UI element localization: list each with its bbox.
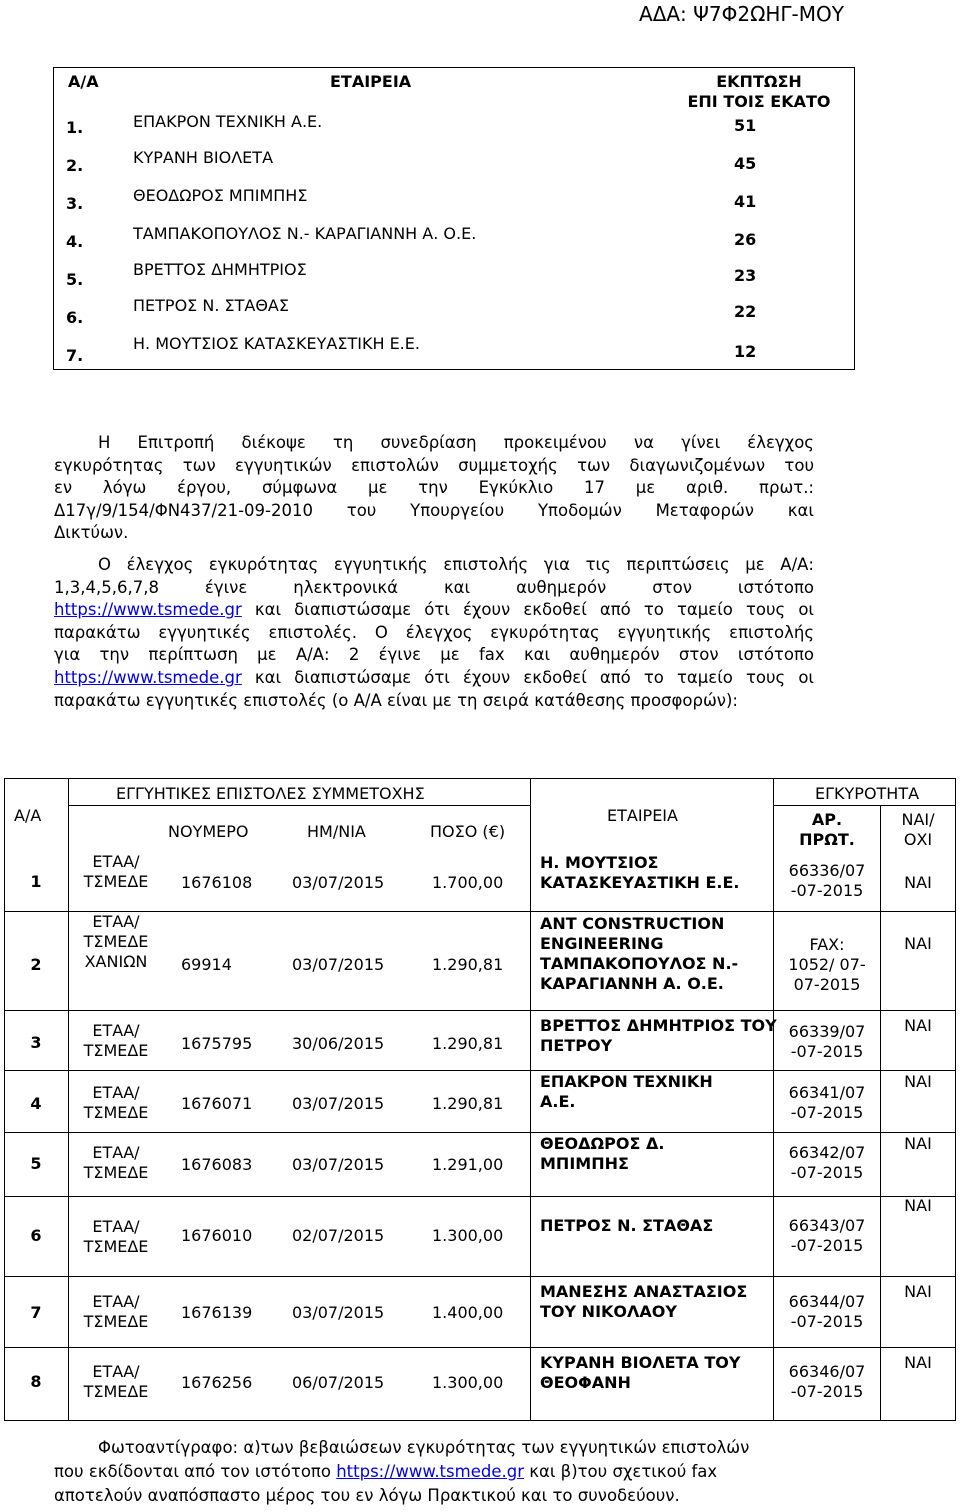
table-rule (4, 1347, 955, 1348)
row-amount: 1.700,00 (432, 873, 504, 892)
col-header-validity: ΕΓΚΥΡΟΤΗΤΑ (815, 784, 920, 803)
row-number: 3. (66, 194, 84, 213)
row-company: ΤΑΜΠΑΚΟΠΟΥΛΟΣ Ν.- (540, 954, 739, 973)
col-header-prot-2: ΠΡΩΤ. (799, 830, 855, 849)
row-issuer: ΕΤΑΑ/ (92, 1217, 140, 1236)
row-aa: 7 (30, 1303, 42, 1322)
col-header-company: ΕΤΑΙΡΕΙΑ (607, 806, 678, 825)
row-number: 5. (66, 270, 84, 289)
row-issuer-2: ΤΣΜΕΔΕ (83, 1163, 149, 1182)
row-aa: 4 (30, 1094, 42, 1113)
row-number: 1676139 (181, 1303, 253, 1322)
col-header-yesno-2: ΟΧΙ (903, 830, 933, 849)
row-aa: 5 (30, 1154, 42, 1173)
row-discount: 26 (734, 230, 757, 249)
tsmede-link[interactable]: https://www.tsmede (54, 600, 220, 620)
table-rule (4, 1070, 955, 1071)
row-company: ΤΟΥ ΝΙΚΟΛΑΟΥ (540, 1302, 677, 1321)
row-company: ΚΥΡΑΝΗ ΒΙΟΛΕΤΑ ΤΟΥ (540, 1353, 741, 1372)
row-valid: ΝΑΙ (904, 1134, 932, 1153)
row-number: 1676108 (181, 873, 253, 892)
row-amount: 1.291,00 (432, 1155, 504, 1174)
paragraph-validity-check: Ο έλεγχος εγκυρότητας εγγυητικής επιστολής για τις περιπτώσεις με Α/Α: 1,3,4,5,6,7,8 έγινε ηλεκτρονικά και αυθημερόν στον ιστότοπο https://www.tsmede.gr και διαπιστώσαμε ότι έχουν εκδοθεί από το ταμείο τους οι παρακάτω εγγυητικές επιστολές. Ο έλεγχος εγκυρότητας εγγυητικής επιστολής για την περίπτωση με Α/Α: 2 έγινε με fax και αυθημερόν στον ιστότοπο https://www.tsmede.gr και διαπιστώσαμε ότι έχουν εκδοθεί από το ταμείο τους οι παρακάτω εγγυητικές επιστολές (ο Α/Α είναι με τη σειρά κατάθεσης προσφορών): (54, 555, 814, 710)
row-prot-number: 66341/07 (788, 1083, 866, 1102)
row-number: 1. (66, 118, 84, 137)
row-company: ΒΡΕΤΤΟΣ ΔΗΜΗΤΡΙΟΣ (133, 260, 307, 279)
table-rule (880, 805, 881, 1420)
row-issuer: ΕΤΑΑ/ (92, 912, 140, 931)
col-header-company: ΕΤΑΙΡΕΙΑ (330, 72, 412, 91)
table-rule (68, 805, 530, 806)
row-aa: 8 (30, 1372, 42, 1391)
row-number: 1676256 (181, 1373, 253, 1392)
row-valid: ΝΑΙ (904, 1353, 932, 1372)
row-prot-number: 66344/07 (788, 1292, 866, 1311)
row-company: ΚΥΡΑΝΗ ΒΙΟΛΕΤΑ (133, 148, 274, 167)
table-rule (530, 778, 531, 1420)
row-number: 69914 (181, 955, 232, 974)
row-company: ANT CONSTRUCTION (540, 914, 725, 933)
table-rule (4, 1420, 956, 1421)
table-rule (773, 805, 955, 806)
row-amount: 1.300,00 (432, 1373, 504, 1392)
row-date: 03/07/2015 (292, 955, 385, 974)
row-issuer-2: ΤΣΜΕΔΕ (83, 1237, 149, 1256)
row-prot-number: -07-2015 (790, 1042, 864, 1061)
row-company: ΠΕΤΡΟΣ Ν. ΣΤΑΘΑΣ (540, 1216, 714, 1235)
table-rule (4, 1276, 955, 1277)
row-discount: 12 (734, 342, 757, 361)
row-company: ΜΑΝΕΣΗΣ ΑΝΑΣΤΑΣΙΟΣ (540, 1282, 748, 1301)
row-valid: ΝΑΙ (904, 873, 932, 892)
row-number: 1676071 (181, 1094, 253, 1113)
row-issuer-2: ΤΣΜΕΔΕ (83, 1312, 149, 1331)
paragraph-check-intro: Η Επιτροπή διέκοψε τη συνεδρίαση προκειμένου να γίνει έλεγχος εγκυρότητας των εγγυητικών επιστολών συμμετοχής των διαγωνιζομένων του εν λόγω έργου, σύμφωνα με την Εγκύκλιο 17 με αριθ. πρωτ.: Δ17γ/9/154/ΦΝ437/21-09-2010 του Υπουργείου Υποδομών Μεταφορών και Δικτύων. (54, 433, 814, 543)
row-date: 06/07/2015 (292, 1373, 385, 1392)
row-number: 1676010 (181, 1226, 253, 1245)
col-header-letters: ΕΓΓΥΗΤΙΚΕΣ ΕΠΙΣΤΟΛΕΣ ΣΥΜΜΕΤΟΧΗΣ (116, 784, 425, 803)
row-amount: 1.290,81 (432, 1094, 504, 1113)
row-number: 1675795 (181, 1034, 253, 1053)
row-prot-number: 66343/07 (788, 1216, 866, 1235)
row-amount: 1.290,81 (432, 955, 504, 974)
row-company: ΤΑΜΠΑΚΟΠΟΥΛΟΣ Ν.- ΚΑΡΑΓΙΑΝΝΗ Α. Ο.Ε. (133, 224, 477, 243)
row-prot-number: 66336/07 (788, 861, 866, 880)
row-valid: ΝΑΙ (904, 1196, 932, 1215)
row-aa: 1 (30, 872, 42, 891)
row-prot-number: -07-2015 (790, 1103, 864, 1122)
table-rule (4, 778, 955, 779)
row-prot-number: -07-2015 (790, 1382, 864, 1401)
row-date: 03/07/2015 (292, 1155, 385, 1174)
row-amount: 1.290,81 (432, 1034, 504, 1053)
col-header-discount: ΕΚΠΤΩΣΗ ΕΠΙ ΤΟΙΣ ΕΚΑΤΟ (687, 72, 831, 111)
table-rule (4, 1132, 955, 1133)
row-company: ΕΠΑΚΡΟΝ ΤΕΧΝΙΚΗ Α.Ε. (133, 112, 323, 131)
row-prot-number: 66342/07 (788, 1143, 866, 1162)
row-issuer: ΕΤΑΑ/ (92, 1083, 140, 1102)
row-issuer-2: ΤΣΜΕΔΕ (83, 1103, 149, 1122)
row-company: ΘΕΟΔΩΡΟΣ ΜΠΙΜΠΗΣ (133, 186, 308, 205)
row-discount: 51 (734, 116, 757, 135)
table-rule (4, 1010, 955, 1011)
row-prot-number: -07-2015 (790, 1236, 864, 1255)
row-issuer: ΕΤΑΑ/ (92, 1143, 140, 1162)
col-header-date: ΗΜ/ΝΙΑ (307, 822, 366, 841)
col-header-aa: Α/Α (68, 72, 99, 91)
row-company: ΘΕΟΦΑΝΗ (540, 1373, 631, 1392)
row-discount: 41 (734, 192, 757, 211)
row-company: ΒΡΕΤΤΟΣ ΔΗΜΗΤΡΙΟΣ ΤΟΥ (540, 1016, 777, 1035)
row-prot-number: -07-2015 (790, 881, 864, 900)
row-number: 4. (66, 232, 84, 251)
row-company: ENGINEERING (540, 934, 664, 953)
footer-tsmede-link[interactable]: https://www.tsmede.gr (336, 1462, 524, 1481)
results-table (53, 67, 855, 370)
col-header-amount: ΠΟΣΟ (€) (430, 822, 506, 841)
row-discount: 22 (734, 302, 757, 321)
row-number: 6. (66, 308, 84, 327)
tsmede-link-2[interactable]: https://www.tsmede (54, 667, 220, 687)
footer-note: Φωτοαντίγραφο: α)των βεβαιώσεων εγκυρότητας των εγγυητικών επιστολών που εκδίδονται από τον ιστότοπο https://www.tsmede.gr και β)του σχετικού fax αποτελούν αναπόσπαστο μέρος του εν λόγω Πρακτικού και το συνοδεύουν. (54, 1438, 750, 1505)
row-company: Η. ΜΟΥΤΣΙΟΣ ΚΑΤΑΣΚΕΥΑΣΤΙΚΗ Ε.Ε. (133, 334, 420, 353)
row-amount: 1.300,00 (432, 1226, 504, 1245)
row-number: 2. (66, 156, 84, 175)
col-header-yesno: ΝΑΙ/ (901, 810, 935, 829)
row-issuer-2: ΤΣΜΕΔΕ (83, 932, 149, 951)
table-rule (955, 778, 956, 1421)
row-valid: ΝΑΙ (904, 1282, 932, 1301)
row-company: ΚΑΡΑΓΙΑΝΝΗ Α. Ο.Ε. (540, 974, 724, 993)
table-rule (68, 778, 69, 1420)
row-valid: ΝΑΙ (904, 934, 932, 953)
row-issuer: ΕΤΑΑ/ (92, 1021, 140, 1040)
row-prot-number: -07-2015 (790, 1163, 864, 1182)
row-issuer-3: ΧΑΝΙΩΝ (84, 952, 148, 971)
row-prot-number: 07-2015 (793, 975, 861, 994)
row-valid: ΝΑΙ (904, 1072, 932, 1091)
row-company: ΜΠΙΜΠΗΣ (540, 1154, 629, 1173)
row-discount: 23 (734, 266, 757, 285)
row-company: ΠΕΤΡΟΣ Ν. ΣΤΑΘΑΣ (133, 296, 289, 315)
row-number: 1676083 (181, 1155, 253, 1174)
row-aa: 3 (30, 1033, 42, 1052)
row-company: ΠΕΤΡΟΥ (540, 1036, 613, 1055)
row-amount: 1.400,00 (432, 1303, 504, 1322)
row-date: 03/07/2015 (292, 1303, 385, 1322)
row-issuer-2: ΤΣΜΕΔΕ (83, 1382, 149, 1401)
row-issuer: ΕΤΑΑ/ (92, 1292, 140, 1311)
col-header-aa: Α/Α (14, 806, 42, 825)
ada-code: ΑΔΑ: Ψ7Φ2ΩΗΓ-ΜΟΥ (639, 2, 844, 26)
row-discount: 45 (734, 154, 757, 173)
row-date: 03/07/2015 (292, 873, 385, 892)
row-issuer: ΕΤΑΑ/ (92, 1362, 140, 1381)
row-company: ΕΠΑΚΡΟΝ ΤΕΧΝΙΚΗ (540, 1072, 713, 1091)
row-prot-number: 66346/07 (788, 1362, 866, 1381)
table-rule (4, 1196, 955, 1197)
row-aa: 6 (30, 1226, 42, 1245)
row-issuer: ΕΤΑΑ/ (92, 852, 140, 871)
row-prot-number: 66339/07 (788, 1022, 866, 1041)
row-date: 02/07/2015 (292, 1226, 385, 1245)
row-date: 03/07/2015 (292, 1094, 385, 1113)
row-number: 7. (66, 346, 84, 365)
row-prot-number: FAX: (809, 935, 845, 954)
row-company: Η. ΜΟΥΤΣΙΟΣ (540, 853, 659, 872)
row-prot-number: -07-2015 (790, 1312, 864, 1331)
col-header-prot: ΑΡ. (811, 810, 843, 829)
col-header-number: ΝΟΥΜΕΡΟ (168, 822, 249, 841)
row-valid: ΝΑΙ (904, 1016, 932, 1035)
row-issuer-2: ΤΣΜΕΔΕ (83, 872, 149, 891)
row-company: ΚΑΤΑΣΚΕΥΑΣΤΙΚΗ Ε.Ε. (540, 873, 740, 892)
row-aa: 2 (30, 955, 42, 974)
row-issuer-2: ΤΣΜΕΔΕ (83, 1041, 149, 1060)
row-prot-number: 1052/ 07- (788, 955, 866, 974)
row-company: Α.Ε. (540, 1092, 576, 1111)
row-date: 30/06/2015 (292, 1034, 385, 1053)
row-company: ΘΕΟΔΩΡΟΣ Δ. (540, 1134, 665, 1153)
